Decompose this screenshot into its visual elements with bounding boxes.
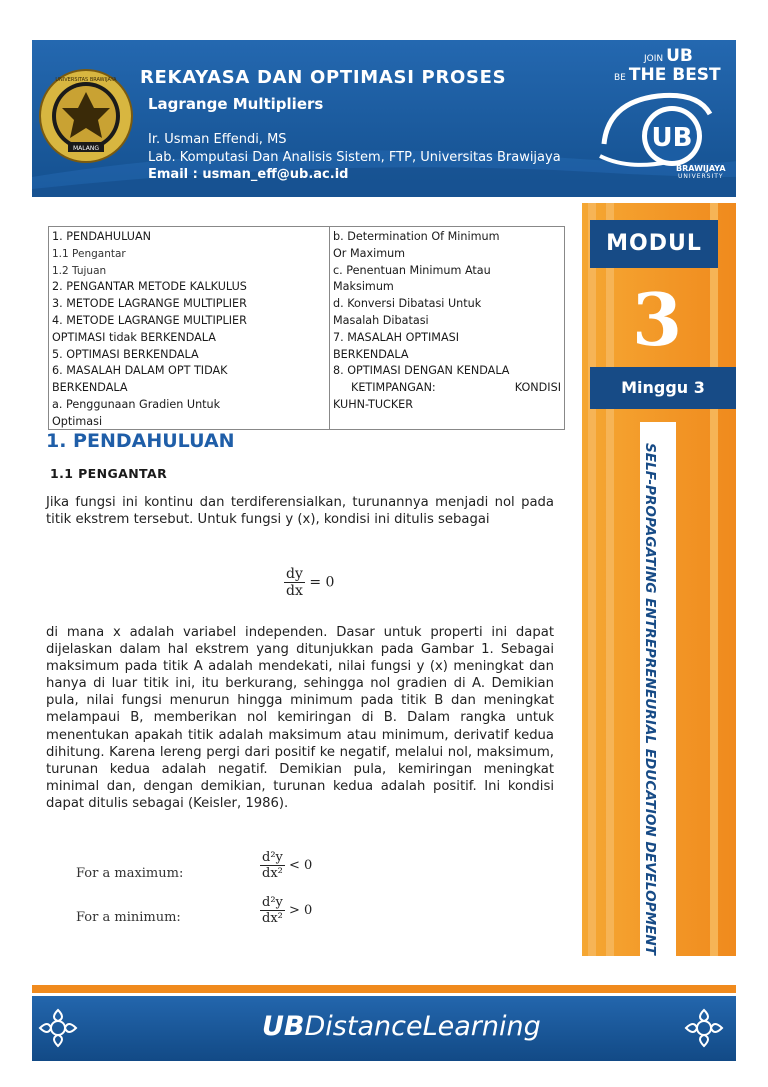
- toc-left-column: [52, 229, 327, 431]
- equation-rhs: > 0: [284, 903, 313, 918]
- week-label: Minggu 3: [590, 367, 736, 409]
- vertical-tagline: SELF-PROPAGATING ENTREPRENEURIAL EDUCATION DEVELOPMENT: [642, 443, 658, 956]
- toc-item: Masalah Dibatasi: [333, 313, 429, 327]
- ub-logo-icon: [598, 84, 716, 174]
- sidebar-stripe: [710, 203, 718, 956]
- toc-item: d. Konversi Dibatasi Untuk: [333, 297, 482, 311]
- module-label: MODUL: [590, 220, 718, 268]
- university-seal-icon: [38, 68, 134, 164]
- module-number: 3: [631, 277, 683, 362]
- author-name: Ir. Usman Effendi, MS: [148, 132, 287, 147]
- table-of-contents: [48, 226, 565, 430]
- fraction-denominator: dx²: [262, 911, 283, 926]
- toc-item: BERKENDALA: [52, 381, 128, 395]
- fraction: [260, 895, 285, 926]
- toc-right-column: [333, 229, 561, 414]
- document-title: REKAYASA DAN OPTIMASI PROSES: [140, 67, 507, 88]
- footer-banner: [32, 996, 736, 1061]
- svg-text:UB: UB: [651, 123, 693, 153]
- toc-item: Or Maximum: [333, 246, 406, 260]
- ornament-left-icon: [36, 1006, 80, 1050]
- toc-item: 7. MASALAH OPTIMASI: [333, 330, 460, 344]
- toc-item: 5. OPTIMASI BERKENDALA: [52, 347, 199, 361]
- paragraph-intro: Jika fungsi ini kontinu dan terdiferensialkan, turunannya menjadi nol pada titik ekstrem tersebut. Untuk fungsi y (x), kondisi ini ditulis sebagai: [46, 495, 554, 528]
- toc-item: 6. MASALAH DALAM OPT TIDAK: [52, 364, 228, 378]
- paragraph-explanation: di mana x adalah variabel independen. Dasar untuk properti ini dapat dijelaskan dalam hal ekstrem yang ditunjukkan pada Gambar 1. Sebagai maksimum pada titik A adalah mendekati, nilai fungsi y (x) meningkat dan hanya di luar titik ini, itu berkurang, sehingga nol gradien di A. Demikian pula, nilai fungsi menurun hingga minimum pada titik B dan meningkat melampaui B, memberikan nol kemiringan di B. Dalam rangka untuk menentukan apakah titik adalah maksimum atau minimum, derivatif kedua dihitung. Karena lereng pergi dari positif ke negatif, melalui nol, maksimum, turunan kedua adalah negatif. Demikian pula, kemiringan meningkat minimal dan, dengan demikian, turunan kedua adalah positif. Ini kondisi dapat ditulis sebagai (Keisler, 1986).: [46, 625, 554, 811]
- toc-item-part: KETIMPANGAN:: [351, 381, 436, 395]
- document-subtitle: Lagrange Multipliers: [148, 95, 324, 113]
- equation-rhs: < 0: [284, 858, 313, 873]
- toc-item-part: KONDISI: [514, 381, 561, 395]
- subsection-heading: 1.1 PENGANTAR: [50, 466, 168, 481]
- toc-item: BERKENDALA: [333, 347, 409, 361]
- fraction-numerator: d²y: [262, 850, 283, 865]
- footer-orange-stripe: [32, 985, 736, 993]
- svg-text:MALANG: MALANG: [72, 145, 100, 152]
- fraction: [284, 566, 305, 599]
- author-email: Email : usman_eff@ub.ac.id: [148, 167, 349, 182]
- fraction-denominator: dx²: [262, 866, 283, 881]
- toc-item: OPTIMASI tidak BERKENDALA: [52, 330, 216, 344]
- ub-distance-learning-brand: UBDistanceLearning: [262, 1011, 541, 1042]
- toc-item: c. Penentuan Minimum Atau: [333, 263, 491, 277]
- toc-item: 2. PENGANTAR METODE KALKULUS: [52, 280, 247, 294]
- toc-item: Maksimum: [333, 280, 394, 294]
- toc-item: KUHN-TUCKER: [333, 397, 414, 411]
- fraction-numerator: d²y: [262, 895, 283, 910]
- toc-item: [333, 380, 561, 397]
- fraction-denominator: dx: [286, 583, 303, 599]
- header-banner: [32, 40, 736, 197]
- minimum-condition-label: For a minimum:: [76, 910, 181, 925]
- toc-item: Optimasi: [52, 414, 103, 428]
- ornament-right-icon: [682, 1006, 726, 1050]
- svg-text:UNIVERSITAS BRAWIJAYA: UNIVERSITAS BRAWIJAYA: [55, 77, 117, 83]
- sidebar-stripe: [588, 203, 596, 956]
- maximum-condition-label: For a maximum:: [76, 866, 184, 881]
- brawijaya-university-label: BRAWIJAYA UNIVERSITY: [676, 164, 726, 180]
- toc-item: 1.1 Pengantar: [52, 247, 126, 260]
- fraction-numerator: dy: [286, 566, 303, 582]
- join-ub-tagline: JOIN UB: [644, 46, 693, 66]
- toc-item: 4. METODE LAGRANGE MULTIPLIER: [52, 313, 247, 327]
- toc-item: 1.2 Tujuan: [52, 264, 107, 277]
- section-heading: 1. PENDAHULUAN: [46, 430, 235, 452]
- toc-item: 1. PENDAHULUAN: [52, 230, 151, 243]
- equation-maximum: [260, 850, 312, 881]
- equation-rhs: = 0: [304, 574, 335, 591]
- fraction: [260, 850, 285, 881]
- be-the-best-tagline: BE THE BEST: [614, 65, 721, 85]
- equation-first-derivative: [284, 566, 334, 599]
- equation-minimum: [260, 895, 312, 926]
- toc-item: 8. OPTIMASI DENGAN KENDALA: [333, 364, 510, 378]
- toc-item: 3. METODE LAGRANGE MULTIPLIER: [52, 297, 247, 311]
- toc-divider: [329, 227, 330, 429]
- toc-item: a. Penggunaan Gradien Untuk: [52, 397, 221, 411]
- toc-item: b. Determination Of Minimum: [333, 230, 500, 243]
- author-affiliation: Lab. Komputasi Dan Analisis Sistem, FTP, Universitas Brawijaya: [148, 150, 561, 165]
